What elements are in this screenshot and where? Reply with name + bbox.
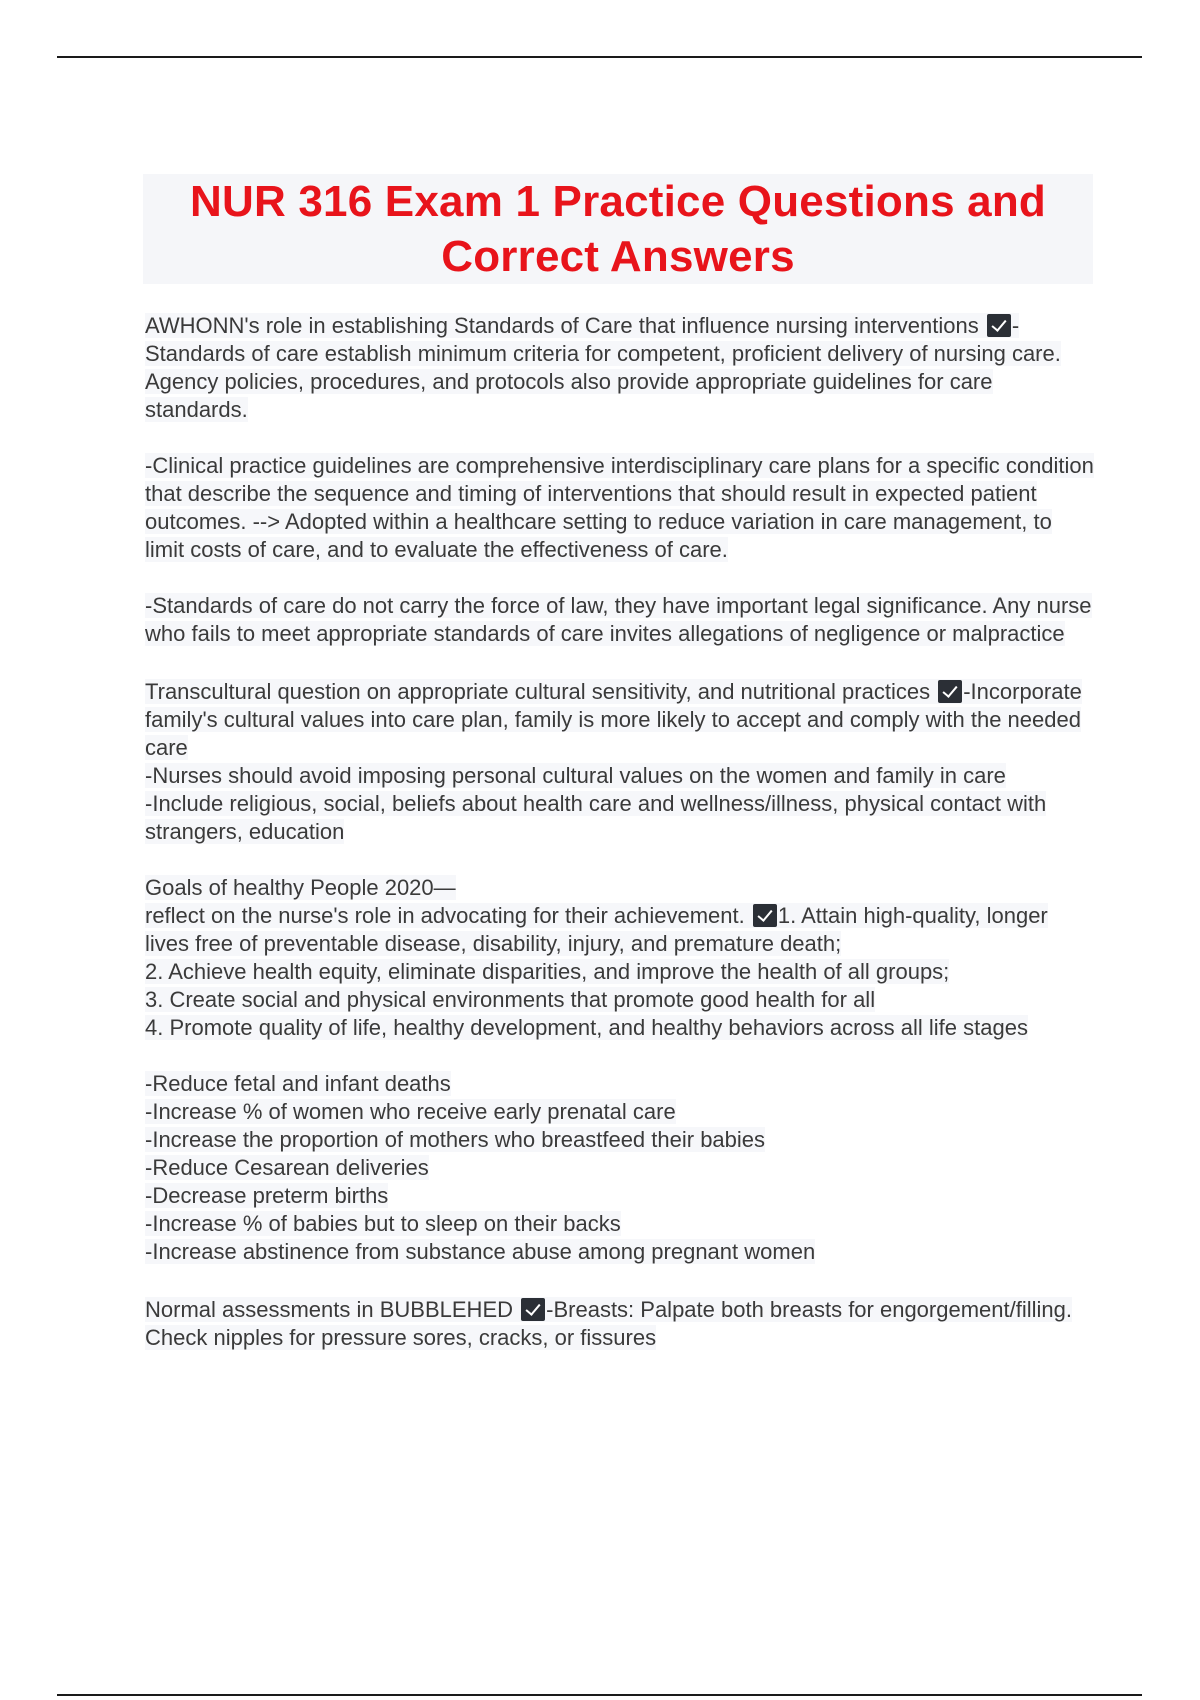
question-text: reflect on the nurse's role in advocating for their achievement. <box>145 903 745 928</box>
check-box-icon <box>521 1298 545 1321</box>
check-box-icon <box>987 314 1011 337</box>
document-body <box>145 312 1095 1352</box>
qa-item <box>145 312 1095 424</box>
answer-text: 1. Attain high-quality, longer lives free of preventable disease, disability, injury, and premature death; <box>145 903 1048 956</box>
answer-text: -Incorporate family's cultural values into care plan, family is more likely to accept and comply with the needed care <box>145 679 1082 760</box>
list-item: -Reduce Cesarean deliveries <box>145 1155 429 1180</box>
list-item: -Increase % of babies but to sleep on their backs <box>145 1211 621 1236</box>
answer-line: 2. Achieve health equity, eliminate disparities, and improve the health of all groups; <box>145 959 950 984</box>
question-text: Transcultural question on appropriate cultural sensitivity, and nutritional practices <box>145 679 931 704</box>
list-item: -Increase the proportion of mothers who breastfeed their babies <box>145 1127 766 1152</box>
question-text: Normal assessments in BUBBLEHED <box>145 1297 514 1322</box>
answer-paragraph <box>145 592 1095 648</box>
paragraph-text: -Standards of care do not carry the force of law, they have important legal significance. Any nurse who fails to meet appropriate standards of care invites allegations of negligence or malpractice <box>145 593 1092 646</box>
qa-item <box>145 1296 1095 1352</box>
footer-rule <box>57 1694 1142 1696</box>
answer-line: -Nurses should avoid imposing personal cultural values on the women and family in care <box>145 763 1006 788</box>
list-item: -Reduce fetal and infant deaths <box>145 1071 451 1096</box>
answer-text: -Breasts: Palpate both breasts for engorgement/filling. Check nipples for pressure sores, cracks, or fissures <box>145 1297 1072 1350</box>
question-text: AWHONN's role in establishing Standards of Care that influence nursing interventions <box>145 313 979 338</box>
title-line-2: Correct Answers <box>441 232 795 281</box>
qa-item <box>145 678 1095 846</box>
title-line-1: NUR 316 Exam 1 Practice Questions and <box>190 177 1046 226</box>
list-item: -Decrease preterm births <box>145 1183 389 1208</box>
answer-text: -Standards of care establish minimum criteria for competent, proficient delivery of nursing care. Agency policies, procedures, and protocols also provide appropriate guidelines for care standards. <box>145 313 1061 422</box>
goals-list <box>145 1070 1095 1266</box>
header-rule <box>57 56 1142 58</box>
answer-line: 3. Create social and physical environments that promote good health for all <box>145 987 876 1012</box>
answer-paragraph <box>145 452 1095 564</box>
answer-line: -Include religious, social, beliefs about health care and wellness/illness, physical contact with strangers, education <box>145 791 1047 844</box>
document-title <box>190 174 1046 284</box>
paragraph-text: -Clinical practice guidelines are comprehensive interdisciplinary care plans for a specific condition that describe the sequence and timing of interventions that should result in expected patient outcomes. --> Adopted within a healthcare setting to reduce variation in care management, to limit costs of care, and to evaluate the effectiveness of care. <box>145 453 1094 562</box>
title-banner <box>143 174 1093 284</box>
answer-line: 4. Promote quality of life, healthy development, and healthy behaviors across all life stages <box>145 1015 1028 1040</box>
list-item: -Increase % of women who receive early prenatal care <box>145 1099 676 1124</box>
check-box-icon <box>938 680 962 703</box>
check-box-icon <box>753 904 777 927</box>
question-text: Goals of healthy People 2020— <box>145 875 456 900</box>
list-item: -Increase abstinence from substance abuse among pregnant women <box>145 1239 816 1264</box>
qa-item <box>145 874 1095 1042</box>
